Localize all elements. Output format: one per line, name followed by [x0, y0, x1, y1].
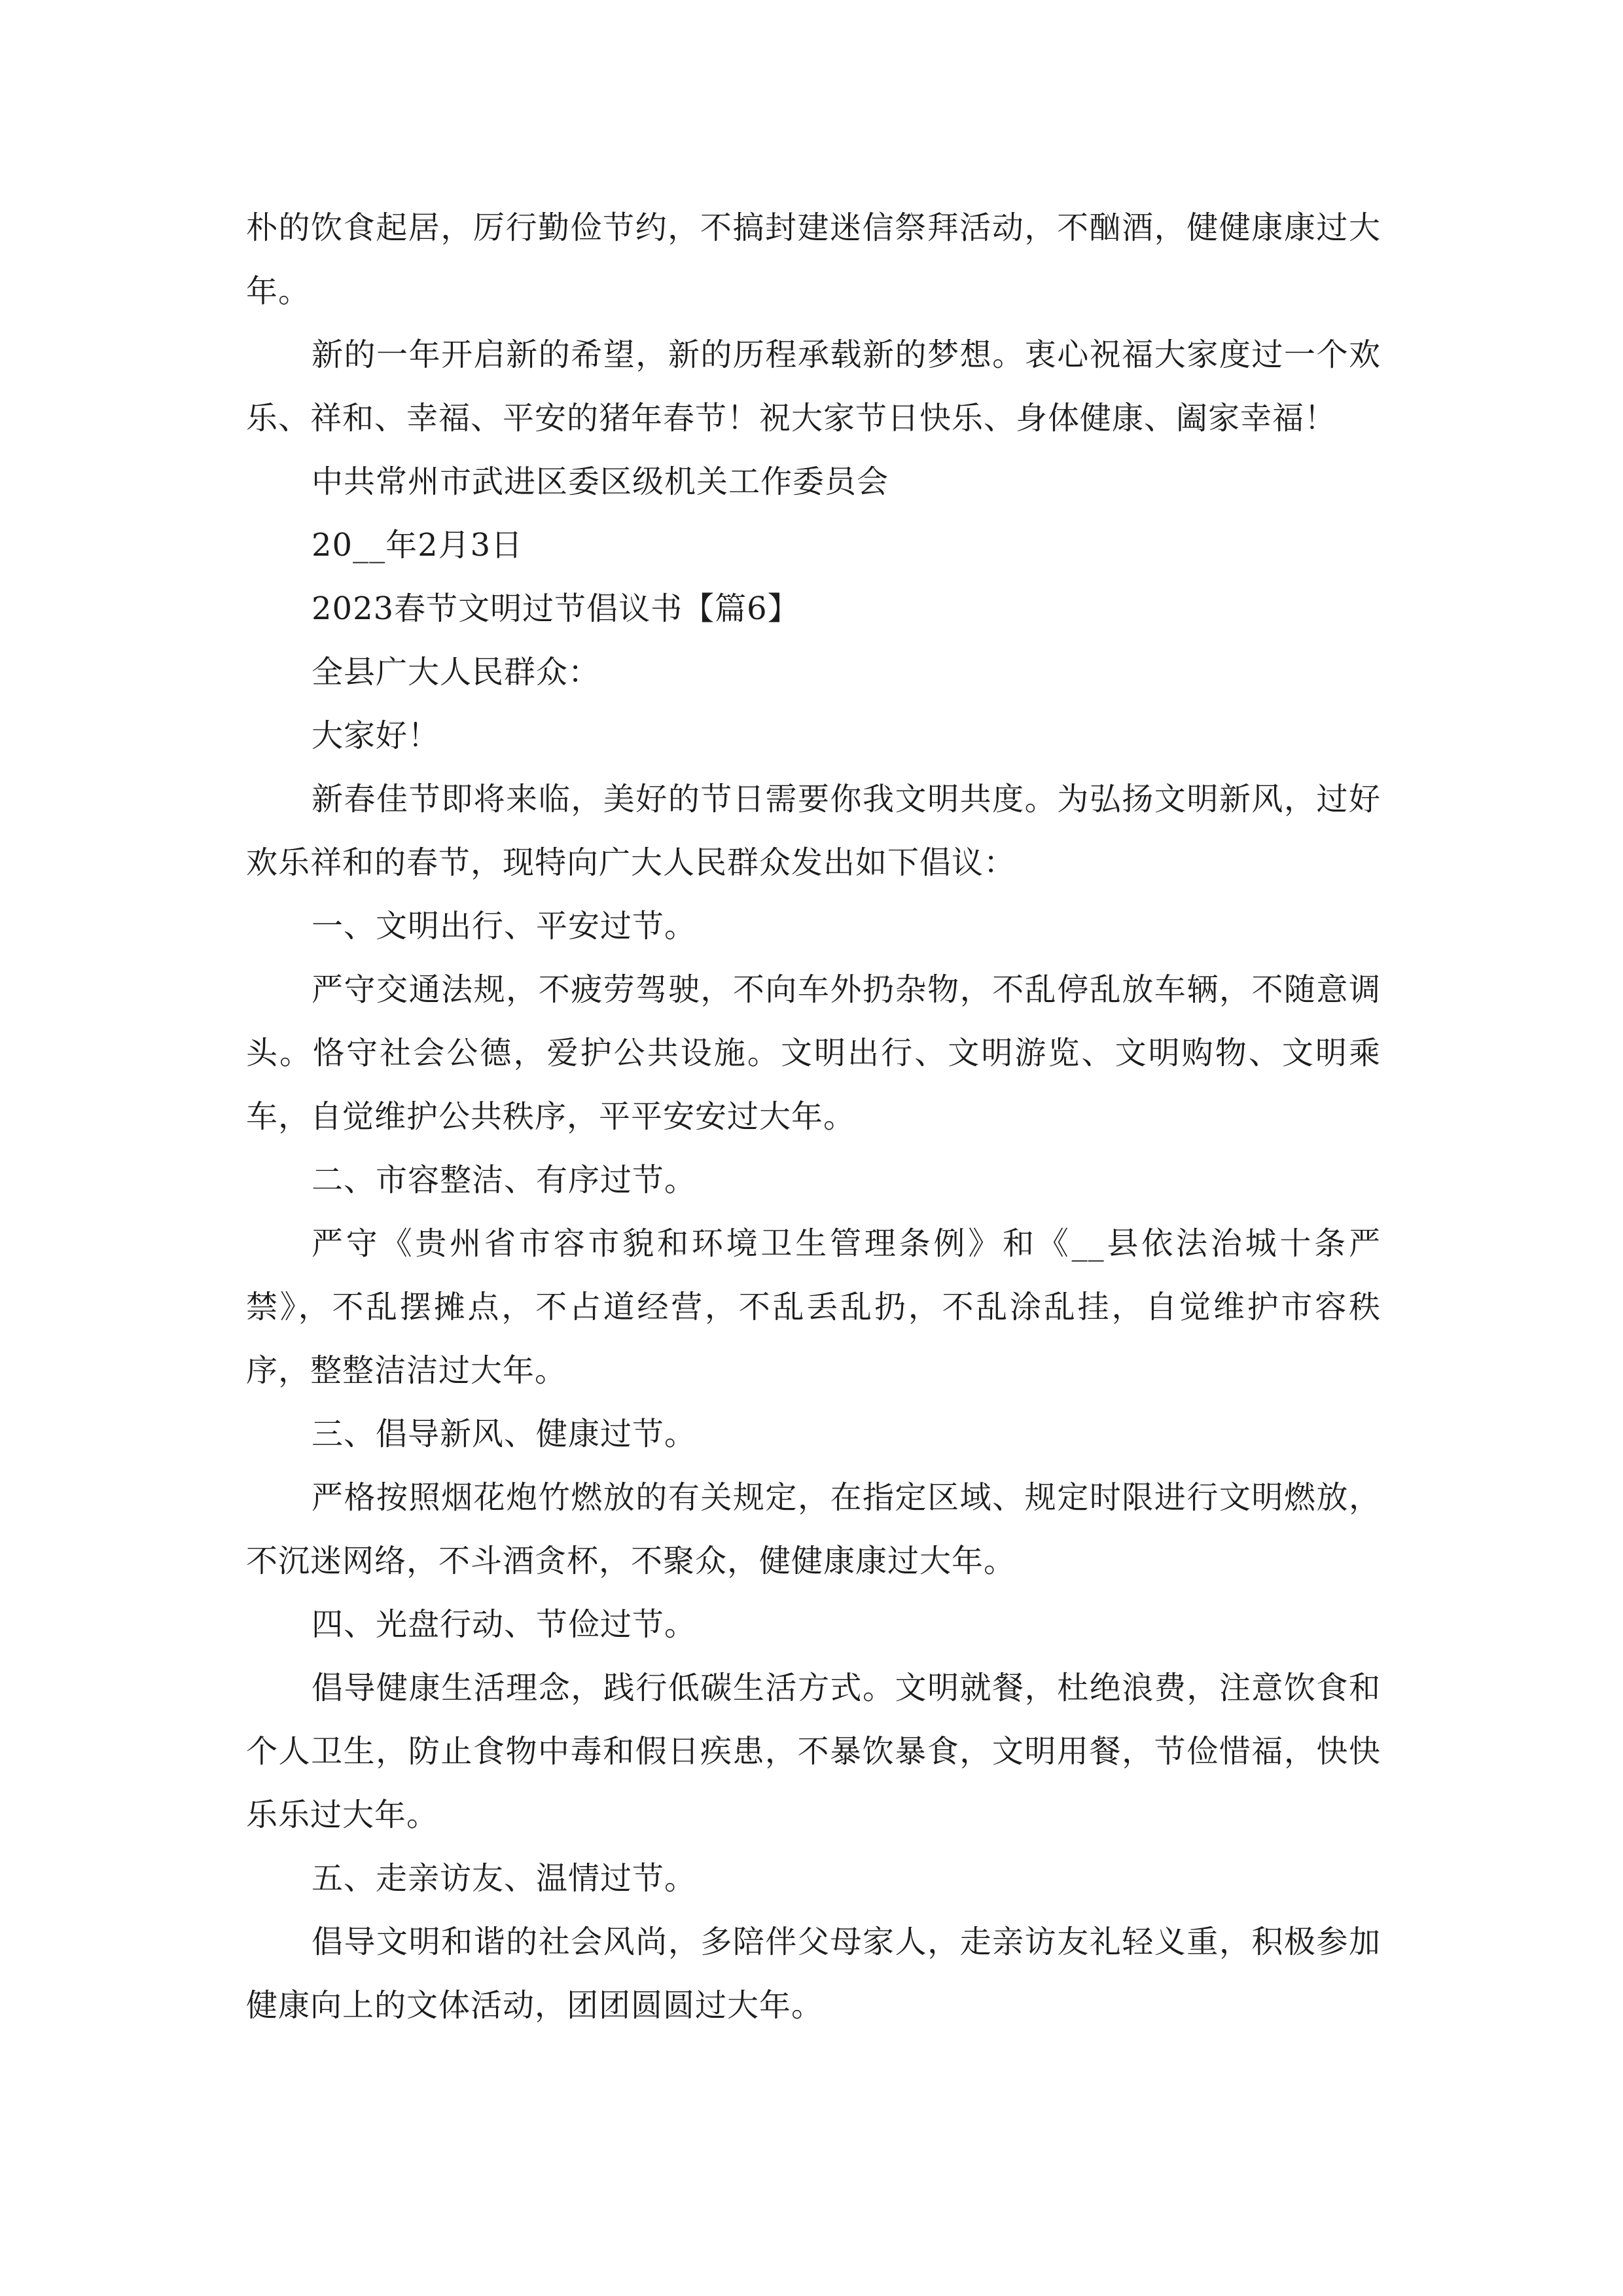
paragraph-item-2: 严守《贵州省市容市貌和环境卫生管理条例》和《__县依法治城十条严禁》，不乱摆摊点，不占道经营，不乱丢乱扔，不乱涂乱挂，自觉维护市容秩序，整整洁洁过大年。 [246, 1225, 1381, 1389]
document-body [246, 196, 1381, 2037]
paragraph-item-4: 倡导健康生活理念，践行低碳生活方式。文明就餐，杜绝浪费，注意饮食和个人卫生，防止食物中毒和假日疾患，不暴饮暴食，文明用餐，节俭惜福，快快乐乐过大年。 [246, 1670, 1381, 1833]
heading-item-3: 三、倡导新风、健康过节。 [312, 1416, 697, 1452]
salutation: 全县广大人民群众： [312, 654, 601, 691]
heading-item-1: 一、文明出行、平安过节。 [312, 908, 697, 944]
paragraph-item-1: 严守交通法规，不疲劳驾驶，不向车外扔杂物，不乱停乱放车辆，不随意调头。恪守社会公德，爱护公共设施。文明出行、文明游览、文明购物、文明乘车，自觉维护公共秩序，平平安安过大年。 [246, 971, 1381, 1135]
heading-item-2: 二、市容整洁、有序过节。 [312, 1162, 697, 1198]
heading-item-5: 五、走亲访友、温情过节。 [312, 1860, 697, 1897]
section-title: 2023春节文明过节倡议书【篇6】 [312, 590, 800, 627]
paragraph-new-year-wishes: 新的一年开启新的希望，新的历程承载新的梦想。衷心祝福大家度过一个欢乐、祥和、幸福、平安的猪年春节！祝大家节日快乐、身体健康、阖家幸福！ [246, 336, 1381, 437]
paragraph-item-3: 严格按照烟花炮竹燃放的有关规定，在指定区域、规定时限进行文明燃放，不沉迷网络，不斗酒贪杯，不聚众，健健康康过大年。 [246, 1479, 1381, 1579]
paragraph-intro: 新春佳节即将来临，美好的节日需要你我文明共度。为弘扬文明新风，过好欢乐祥和的春节，现特向广大人民群众发出如下倡议： [246, 781, 1381, 881]
signature-organization: 中共常州市武进区委区级机关工作委员会 [312, 463, 889, 500]
heading-item-4: 四、光盘行动、节俭过节。 [312, 1606, 697, 1643]
signature-date: 20__年2月3日 [312, 527, 524, 564]
paragraph-continuation: 朴的饮食起居，厉行勤俭节约，不搞封建迷信祭拜活动，不酗酒，健健康康过大年。 [246, 209, 1381, 310]
greeting: 大家好！ [312, 717, 440, 754]
paragraph-item-5: 倡导文明和谐的社会风尚，多陪伴父母家人，走亲访友礼轻义重，积极参加健康向上的文体活动，团团圆圆过大年。 [246, 1924, 1381, 2024]
